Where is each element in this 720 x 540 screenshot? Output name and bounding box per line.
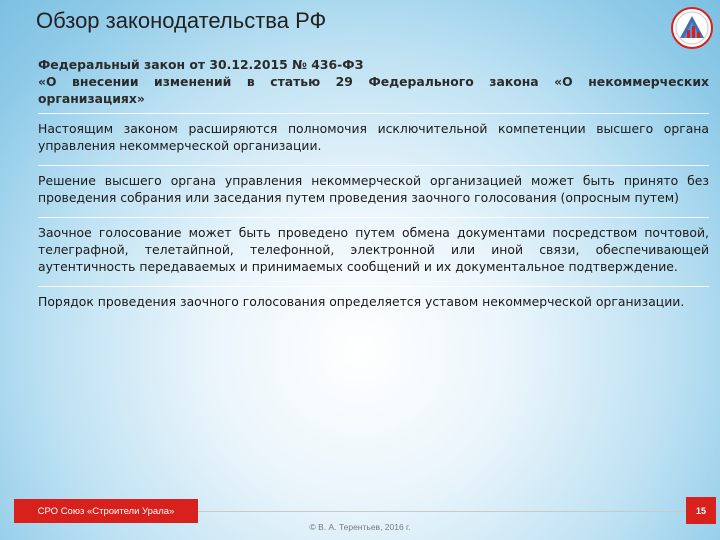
- paragraph: Решение высшего органа управления некоммерческой организацией может быть принято без проведения собрания или заседания путем проведения заочного голосования (опросным путем): [38, 173, 709, 205]
- divider: [38, 286, 709, 287]
- paragraph: Порядок проведения заочного голосования определяется уставом некоммерческой организации.: [38, 294, 685, 309]
- content-area: [38, 56, 709, 321]
- divider: [38, 113, 709, 114]
- law-title: Федеральный закон от 30.12.2015 № 436-ФЗ: [38, 57, 364, 72]
- divider: [38, 217, 709, 218]
- law-heading: [38, 56, 709, 107]
- copyright-text: © В. А. Терентьев, 2016 г.: [309, 522, 411, 532]
- law-subtitle: «О внесении изменений в статью 29 Федерального закона «О некоммерческих организациях»: [38, 74, 709, 106]
- divider: [38, 165, 709, 166]
- slide-title: Обзор законодательства РФ: [36, 8, 327, 33]
- paragraph: Заочное голосование может быть проведено путем обмена документами посредством почтовой, телеграфной, телетайпной, телефонной, электронной или иной связи, обеспечивающей аутентичность передаваемых и принимаемых сообщений и их документальное подтверждение.: [38, 225, 709, 274]
- paragraph: Настоящим законом расширяются полномочия исключительной компетенции высшего органа управления некоммерческой организации.: [38, 121, 709, 153]
- footer-divider: [198, 511, 686, 512]
- organization-logo-icon: [670, 6, 714, 50]
- page-number: 15: [686, 497, 716, 524]
- footer-organization-label: СРО Союз «Строители Урала»: [14, 499, 198, 523]
